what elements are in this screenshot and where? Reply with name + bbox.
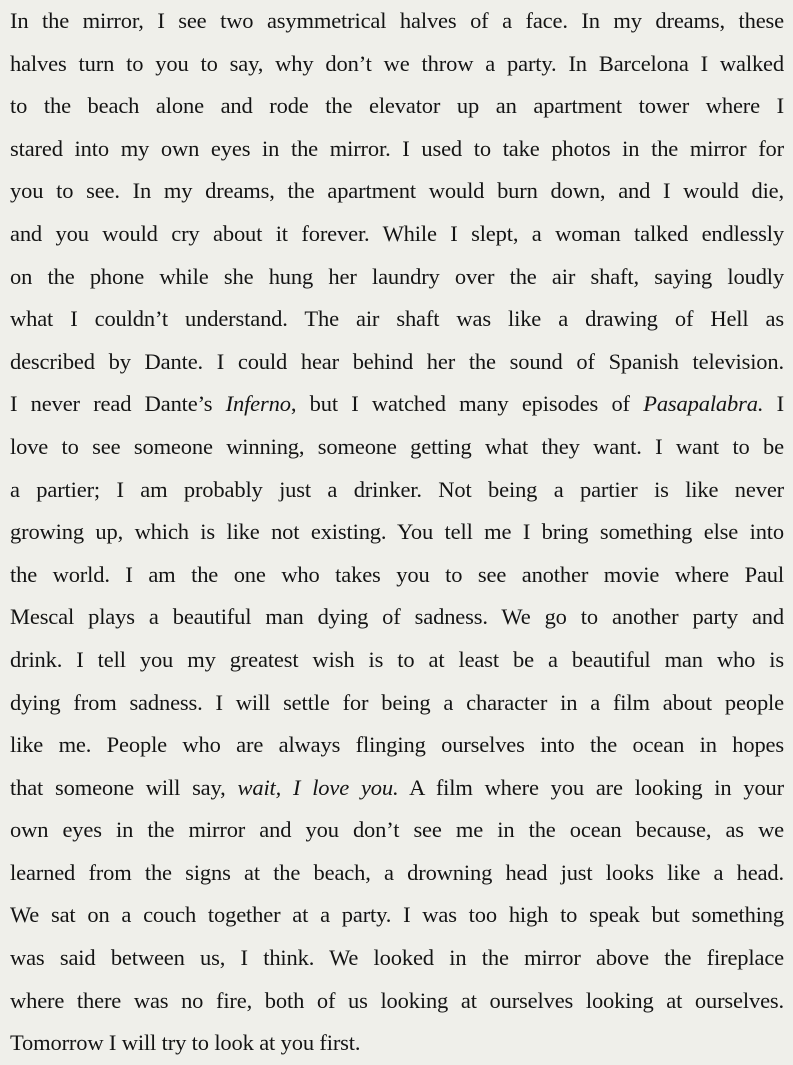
text-segment: was said between us, I think. We looked in the mirror above the fireplace xyxy=(10,945,784,971)
text-segment: dying from sadness. I will settle for being a character in a film about people xyxy=(10,689,784,715)
text-segment: described by Dante. I could hear behind her the sound of Spanish television. xyxy=(10,348,784,374)
text-line xyxy=(10,511,784,554)
text-line xyxy=(10,767,784,810)
text-line xyxy=(10,1022,784,1065)
text-line xyxy=(10,170,784,213)
italic-text: Pasapalabra. xyxy=(643,391,764,417)
italic-text: wait, I love you. xyxy=(237,774,399,800)
text-segment: drink. I tell you my greatest wish is to at least be a beautiful man who is xyxy=(10,646,784,672)
text-segment: that someone will say, xyxy=(10,774,238,800)
text-segment: like me. People who are always flinging ourselves into the ocean in hopes xyxy=(10,732,784,758)
text-segment: and you would cry about it forever. While I slept, a woman talked endlessly xyxy=(10,220,784,246)
text-segment: the world. I am the one who takes you to see another movie where Paul xyxy=(10,561,784,587)
text-segment: where there was no fire, both of us looking at ourselves looking at ourselves. xyxy=(10,987,784,1013)
text-line xyxy=(10,256,784,299)
text-segment: learned from the signs at the beach, a drowning head just looks like a head. xyxy=(10,859,784,885)
text-line xyxy=(10,724,784,767)
text-line xyxy=(10,596,784,639)
text-segment: Tomorrow I will try to look at you first. xyxy=(10,1030,361,1056)
text-segment: growing up, which is like not existing. You tell me I bring something else into xyxy=(10,519,784,545)
text-segment: you to see. In my dreams, the apartment would burn down, and I would die, xyxy=(10,178,784,204)
text-segment: I xyxy=(763,391,784,417)
body-paragraph xyxy=(10,0,784,1065)
text-line xyxy=(10,469,784,512)
text-segment: own eyes in the mirror and you don’t see me in the ocean because, as we xyxy=(10,817,784,843)
text-line xyxy=(10,809,784,852)
text-line xyxy=(10,0,784,43)
text-line xyxy=(10,682,784,725)
text-segment: halves turn to you to say, why don’t we throw a party. In Barcelona I walked xyxy=(10,50,784,76)
text-line xyxy=(10,852,784,895)
text-segment: love to see someone winning, someone getting what they want. I want to be xyxy=(10,433,784,459)
text-segment: We sat on a couch together at a party. I was too high to speak but something xyxy=(10,902,784,928)
text-segment: on the phone while she hung her laundry over the air shaft, saying loudly xyxy=(10,263,784,289)
italic-text: Inferno xyxy=(225,391,291,417)
text-segment: what I couldn’t understand. The air shaft was like a drawing of Hell as xyxy=(10,306,784,332)
text-segment: In the mirror, I see two asymmetrical halves of a face. In my dreams, these xyxy=(10,8,784,33)
text-line xyxy=(10,213,784,256)
text-line xyxy=(10,85,784,128)
text-line xyxy=(10,128,784,171)
text-segment: A film where you are looking in your xyxy=(398,774,784,800)
text-line xyxy=(10,426,784,469)
text-line xyxy=(10,43,784,86)
text-segment: to the beach alone and rode the elevator up an apartment tower where I xyxy=(10,93,784,119)
text-line xyxy=(10,894,784,937)
text-line xyxy=(10,298,784,341)
text-line xyxy=(10,980,784,1023)
text-line xyxy=(10,639,784,682)
text-line xyxy=(10,554,784,597)
text-line xyxy=(10,383,784,426)
text-segment: Mescal plays a beautiful man dying of sadness. We go to another party and xyxy=(10,604,784,630)
text-line xyxy=(10,341,784,384)
text-line xyxy=(10,937,784,980)
text-segment: a partier; I am probably just a drinker. Not being a partier is like never xyxy=(10,476,784,502)
text-segment: I never read Dante’s xyxy=(10,391,226,417)
text-segment: stared into my own eyes in the mirror. I used to take photos in the mirror for xyxy=(10,135,784,161)
text-segment: , but I watched many episodes of xyxy=(290,391,644,417)
